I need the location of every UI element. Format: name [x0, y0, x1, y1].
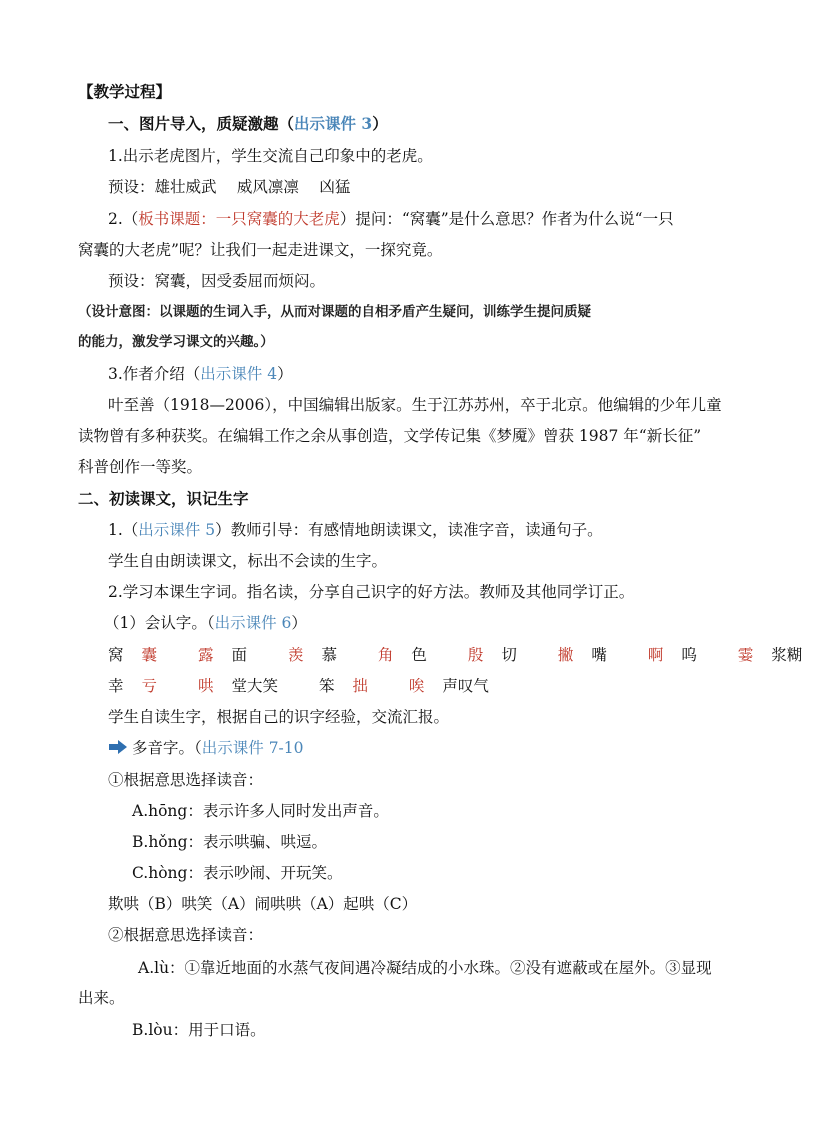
word: 羡 慕 [287, 646, 337, 664]
word: 笨 拙 [318, 677, 368, 695]
option-c: C.hòng：表示吵闹、开玩笑。 [132, 864, 343, 882]
word-row-1 [108, 645, 838, 665]
self-read: 学生自读生字，根据自己的识字经验，交流汇报。 [108, 708, 450, 726]
word: 霎 浆糊 [737, 646, 803, 664]
courseware-link[interactable]: 出示课件 3 [294, 114, 373, 133]
bio-line1: 叶至善（1918—2006），中国编辑出版家。生于江苏苏州，卒于北京。他编辑的少年儿童 [108, 396, 722, 414]
bio-line3: 科普创作一等奖。 [78, 458, 203, 476]
arrow-right-icon [108, 739, 128, 760]
polyphonic-heading: 多音字。（出示课件 7-10 [108, 738, 304, 760]
word: 殷 切 [467, 646, 517, 664]
s1-item1: 1.出示老虎图片，学生交流自己印象中的老虎。 [108, 147, 433, 165]
s1-preset2: 预设：窝囊，因受委屈而烦闷。 [108, 272, 326, 290]
question-1: ①根据意思选择读音： [108, 771, 264, 789]
section-title: 【教学过程】 [78, 82, 172, 101]
word: 啊 呜 [647, 646, 697, 664]
recognize-heading: （1）会认字。（出示课件 6） [104, 614, 307, 632]
s1-preset1: 预设：雄壮威武 威风凛凛 凶猛 [108, 178, 351, 196]
lu-def-line1: A.lù：①靠近地面的水蒸气夜间遇冷凝结成的小水珠。②没有遮蔽或在屋外。③显现 [138, 959, 712, 977]
courseware-link[interactable]: 出示课件 6 [214, 614, 292, 632]
s1-item3: 3.作者介绍（出示课件 4） [108, 365, 293, 383]
word: 唉 声叹气 [408, 677, 489, 695]
lou-def: B.lòu：用于口语。 [132, 1021, 266, 1039]
s2-read: 学生自由朗读课文，标出不会读的生字。 [108, 552, 388, 570]
courseware-link[interactable]: 出示课件 5 [138, 521, 216, 539]
option-b: B.hǒng：表示哄骗、哄逗。 [132, 833, 328, 851]
board-title: 板书课题：一只窝囊的大老虎 [138, 210, 340, 228]
design-intent-line2: 的能力，激发学习课文的兴趣。） [78, 334, 274, 350]
courseware-link[interactable]: 出示课件 7-10 [201, 739, 304, 757]
s2-heading: 二、初读课文，识记生字 [78, 489, 249, 508]
word: 露 面 [197, 646, 247, 664]
answers: 欺哄（B）哄笑（A）闹哄哄（A）起哄（C） [108, 895, 418, 913]
courseware-link[interactable]: 出示课件 4 [200, 365, 278, 383]
word: 幸 亏 [108, 677, 158, 695]
word: 撇 嘴 [557, 646, 607, 664]
word: 窝 囊 [108, 646, 158, 664]
s2-item2: 2.学习本课生字词。指名读，分享自己识字的好方法。教师及其他同学订正。 [108, 583, 635, 601]
s1-heading: 一、图片导入，质疑激趣（出示课件 3） [108, 114, 388, 133]
word-row-2 [108, 676, 525, 696]
word: 哄 堂大笑 [197, 677, 278, 695]
s1-item2-line2: 窝囊的大老虎”呢？让我们一起走进课文，一探究竟。 [78, 241, 443, 259]
s2-item1: 1.（出示课件 5）教师引导：有感情地朗读课文，读准字音，读通句子。 [108, 521, 603, 539]
word: 角 色 [377, 646, 427, 664]
s1-item2: 2.（板书课题：一只窝囊的大老虎）提问：“窝囊”是什么意思？作者为什么说“一只 [108, 210, 674, 228]
bio-line2: 读物曾有多种获奖。在编辑工作之余从事创造，文学传记集《梦魇》曾获 1987 年“新长征” [78, 427, 702, 445]
option-a: A.hōng：表示许多人同时发出声音。 [132, 802, 389, 820]
lu-def-line2: 出来。 [78, 989, 125, 1007]
question-2: ②根据意思选择读音： [108, 926, 264, 944]
design-intent-line1: （设计意图：以课题的生词入手，从而对课题的自相矛盾产生疑问，训练学生提问质疑 [78, 304, 591, 320]
